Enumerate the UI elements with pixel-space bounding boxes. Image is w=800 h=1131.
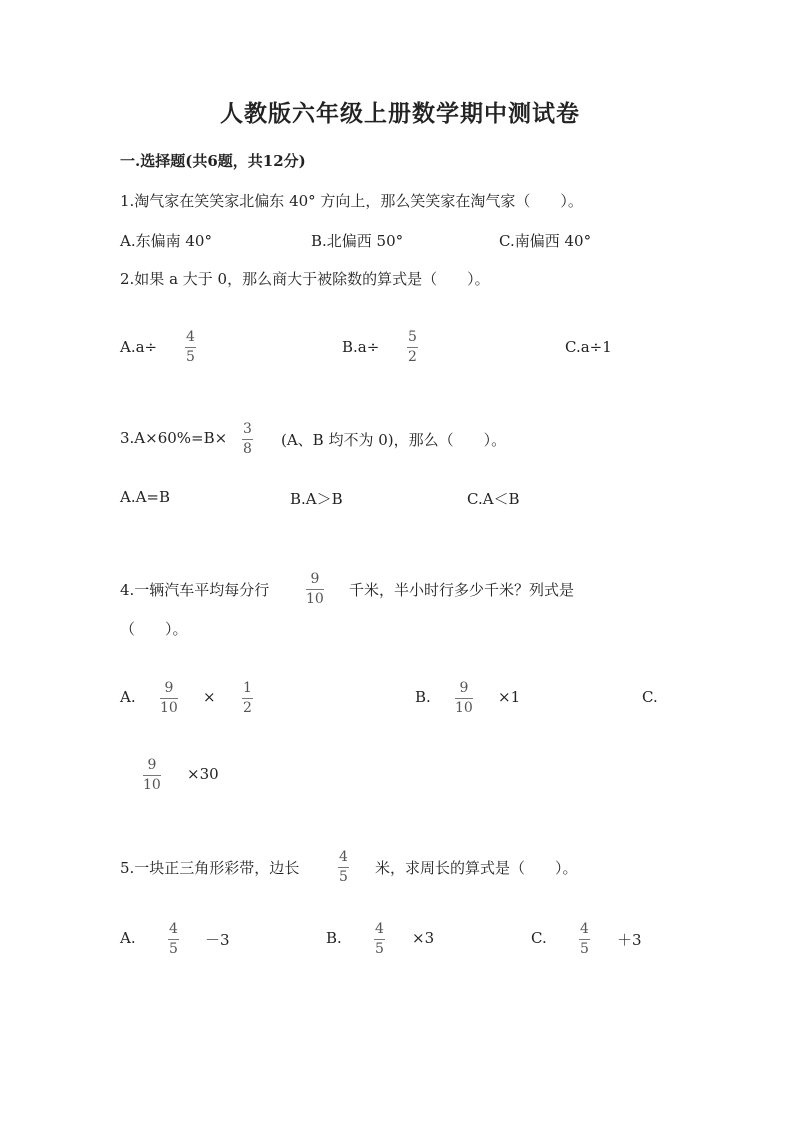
q3-fraction — [242, 421, 253, 458]
fraction-bar — [338, 867, 349, 868]
fraction-numerator: 9 — [310, 571, 320, 587]
fraction-denominator: 2 — [243, 700, 252, 716]
fraction-numerator: 3 — [243, 421, 252, 437]
q1-option-a[interactable]: A.东偏南 40° — [120, 232, 212, 250]
question-4-prefix: 4.一辆汽车平均每分行 — [120, 581, 270, 599]
q4-option-b-label[interactable]: B. — [415, 688, 431, 706]
q5-option-a-suffix: －3 — [205, 931, 230, 949]
question-5-prefix: 5.一块正三角形彩带，边长 — [120, 859, 300, 877]
fraction-bar — [579, 939, 590, 940]
fraction-bar — [242, 439, 253, 440]
q2-option-a-fraction — [185, 329, 196, 366]
q4-option-c-label[interactable]: C. — [642, 688, 658, 706]
fraction-bar — [455, 698, 473, 699]
q3-option-c[interactable]: C.A＜B — [467, 490, 520, 508]
q5-option-c-label[interactable]: C. — [531, 929, 547, 947]
q4-option-a-label[interactable]: A. — [120, 688, 136, 706]
fraction-denominator: 10 — [160, 700, 178, 716]
q4-option-c-fraction — [143, 757, 161, 794]
q4-fraction — [306, 571, 324, 608]
q4-option-a-fraction-1 — [160, 680, 178, 717]
fraction-denominator: 5 — [375, 941, 384, 957]
q1-option-c[interactable]: C.南偏西 40° — [499, 232, 592, 250]
q4-option-b-fraction — [455, 680, 473, 717]
fraction-denominator: 5 — [169, 941, 178, 957]
question-5-suffix: 米，求周长的算式是（ ）。 — [375, 859, 578, 877]
fraction-bar — [168, 939, 179, 940]
q4-option-b-suffix: ×1 — [498, 688, 521, 706]
question-3-prefix: 3.A×60%=B× — [120, 429, 228, 447]
fraction-denominator: 5 — [580, 941, 589, 957]
fraction-numerator: 4 — [375, 921, 384, 937]
q3-option-b[interactable]: B.A＞B — [290, 490, 343, 508]
q3-option-a[interactable]: A.A=B — [120, 488, 171, 506]
question-3-suffix: (A、B 均不为 0)，那么（ ）。 — [281, 431, 507, 449]
fraction-bar — [143, 775, 161, 776]
question-1-text: 1.淘气家在笑笑家北偏东 40° 方向上，那么笑笑家在淘气家（ ）。 — [120, 192, 583, 210]
fraction-numerator: 4 — [339, 849, 348, 865]
q5-option-b-suffix: ×3 — [412, 929, 435, 947]
q5-option-a-fraction — [168, 921, 179, 958]
fraction-denominator: 8 — [243, 441, 252, 457]
fraction-numerator: 1 — [243, 680, 252, 696]
question-2-text: 2.如果 a 大于 0，那么商大于被除数的算式是（ ）。 — [120, 270, 490, 288]
fraction-numerator: 4 — [186, 329, 195, 345]
fraction-bar — [306, 589, 324, 590]
fraction-numerator: 9 — [147, 757, 157, 773]
q1-option-b[interactable]: B.北偏西 50° — [311, 232, 404, 250]
fraction-bar — [407, 347, 418, 348]
question-4-suffix: 千米，半小时行多少千米？列式是 — [349, 581, 575, 599]
question-4-line2: （ ）。 — [120, 620, 188, 638]
fraction-denominator: 10 — [143, 777, 161, 793]
q5-option-a-label[interactable]: A. — [120, 929, 136, 947]
q4-option-a-fraction-2 — [242, 680, 253, 717]
q5-option-b-fraction — [374, 921, 385, 958]
fraction-bar — [185, 347, 196, 348]
page-title: 人教版六年级上册数学期中测试卷 — [220, 100, 580, 127]
q2-option-b[interactable]: B.a÷ — [342, 338, 380, 356]
fraction-numerator: 4 — [169, 921, 178, 937]
fraction-denominator: 5 — [186, 349, 195, 365]
q5-option-c-fraction — [579, 921, 590, 958]
fraction-numerator: 4 — [580, 921, 589, 937]
fraction-denominator: 5 — [339, 869, 348, 885]
section-heading: 一.选择题(共6题，共12分) — [120, 152, 306, 170]
q5-option-c-suffix: ＋3 — [617, 931, 642, 949]
fraction-numerator: 9 — [164, 680, 174, 696]
fraction-denominator: 10 — [455, 700, 473, 716]
q2-option-c[interactable]: C.a÷1 — [565, 338, 612, 356]
fraction-denominator: 2 — [408, 349, 417, 365]
q5-fraction — [338, 849, 349, 886]
fraction-bar — [242, 698, 253, 699]
fraction-bar — [374, 939, 385, 940]
fraction-numerator: 9 — [459, 680, 469, 696]
q4-option-c-suffix: ×30 — [187, 765, 219, 783]
q5-option-b-label[interactable]: B. — [326, 929, 342, 947]
fraction-denominator: 10 — [306, 591, 324, 607]
q2-option-a[interactable]: A.a÷ — [120, 338, 158, 356]
q2-option-b-fraction — [407, 329, 418, 366]
fraction-bar — [160, 698, 178, 699]
fraction-numerator: 5 — [408, 329, 417, 345]
q4-option-a-operator: × — [203, 688, 216, 706]
